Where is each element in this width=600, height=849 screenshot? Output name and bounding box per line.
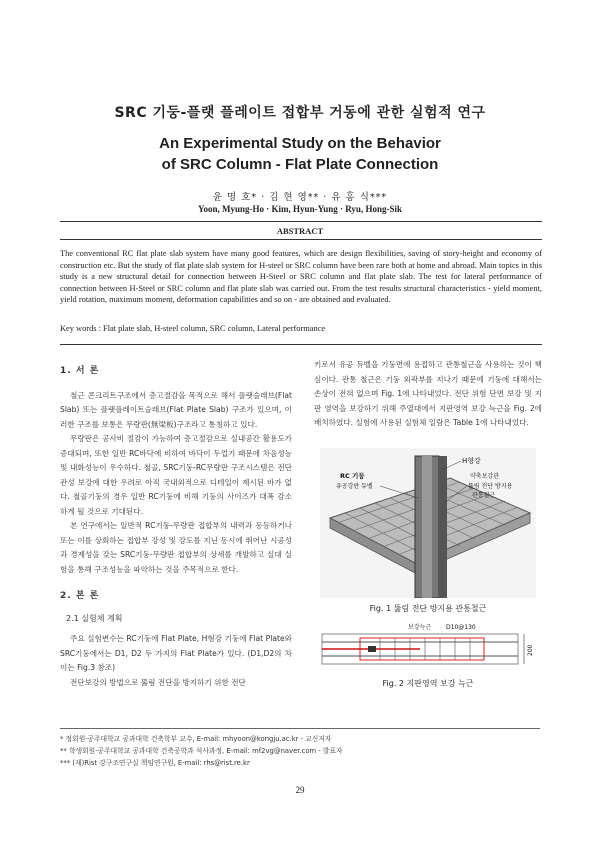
page-number: 29 [295,785,305,795]
intro-paragraph-1: 철근 콘크리트구조에서 층고절감을 목적으로 해서 플랫슬래브(Flat Slab) 또는 플랫플레이트슬래브(Flat Plate Slab) 구조가 있으며, 이러한 구조를 보통은 무량판(無梁板)구조라고 통칭하고 있다. [60,390,292,429]
figure-2-caption: Fig. 2 지판영역 보강 늑근 [382,679,474,688]
paper-title-korean: SRC 기둥-플랫 플레이트 접합부 거동에 관한 실험적 연구 [114,105,486,121]
intro-paragraph-2: 무량판은 공사비 절감이 가능하여 층고절감으로 실내공간 활용도가 증대되며, 또한 일반 RC바닥에 비하여 바닥이 두껍기 때문에 차음성능 및 내화성능이 우수하다. 철골, SRC기둥-RC무량판 구조시스템은 전단관성 보강에 대한 우려로 아직 국내외적으로 디테일이 제시된 바가 없다. 철골기둥의 경우 일반 RC기둥에 비해 기둥의 사이즈가 대폭 감소하게 될 것으로 기대된다. [60,434,292,516]
authors-korean: 윤 명 호* · 김 현 영** · 유 홍 식*** [212,192,388,203]
fig2-label-spacing: D10@130 [446,624,476,631]
fig1-label-punching: 뚫림 전단 방지용 [468,483,513,490]
abstract-text: The conventional RC flat plate slab system have many good features, which are design flexibilities, saving of story-height and economy of construction etc. But the study of flat plate slab system for H-steel or SRC column have been rare both at home and abroad. Main topics in this study is a new structural detail for connection between H-Steel or SRC column and flat plate slab. The test for lateral performance of connection between H-Steel or SRC column and flat plate slab was carried out. From the test results structural characteristics - yield moment, yield rotation, maximum moment, deformation capabilities and so on - are obtained and evaluated. [60,249,542,305]
fig2-label-dimension: 200 [527,644,534,656]
footnotes [60,733,540,769]
body-paragraph-5: 전단보강의 방법으로 뚫림 전단을 방지하기 위한 전단 [70,677,246,687]
figure-1-diagram [320,448,536,598]
fig1-label-through-rebar: 관통철근 [472,492,496,499]
keywords: Key words : Flat plate slab, H-steel column, SRC column, Lateral performance [60,324,326,333]
body-paragraph-4: 주요 실험변수는 RC기둥에 Flat Plate, H형강 기둥에 Flat Plate와 SRC기둥에서는 D1, D2 두 가지의 Flat Plate가 있다. (D1,D2의 차이는 Fig.3 참조) [60,634,292,672]
fig1-label-dowel: 유공강판 듀벨 [336,483,373,490]
section-1-heading: 1. 서 론 [60,366,100,376]
right-paragraph-1: 키로서 유공 듀벨을 기둥면에 용접하고 관통철근을 사용하는 것이 핵심이다. 관통 철근은 기둥 외곽부를 지나기 때문에 기둥에 대해서는 손상이 전혀 없으며 Fig. 1에 나타내었다. 전단 위험 단면 보강 및 지판 영역을 보강하기 위해 주열대에서 지판영역 보강 늑근을 Fig. 2에 배치하였다. 실험에 사용된 실험체 일람은 Table 1에 나타내었다. [314,360,542,427]
left-column [60,364,292,690]
figure-2-diagram [320,620,536,672]
fig1-label-rebar: 약축보강관 [470,473,499,480]
right-column [314,358,542,431]
footnote-rule [60,728,540,729]
section-2-heading: 2. 본 론 [60,591,100,601]
subsection-2-1-heading: 2.1 실험체 계획 [66,613,123,623]
figure-1-caption: Fig. 1 뚫림 전단 방지용 관통철근 [369,604,487,613]
paper-title-english-line1: An Experimental Study on the Behavior [159,135,441,152]
footnote-1: * 정회원·공주대학교 공과대학 건축학부 교수, E-mail: mhyoon@kongju.ac.kr - 교신저자 [60,735,332,743]
fig1-label-h-steel: H형강 [462,457,481,465]
abstract-heading-rule [60,239,542,240]
authors-english: Yoon, Myung-Ho · Kim, Hyun-Yung · Ryu, Hong-Sik [198,204,402,214]
fig2-label-stirrup: 보강늑근 [408,624,432,631]
fig1-label-rc-column: RC 기둥 [340,472,365,480]
abstract-top-rule [60,221,542,222]
intro-paragraph-3: 본 연구에서는 일반적 RC기둥-무량판 접합부의 내력과 동등하거나 또는 이를 상회하는 접합부 강성 및 강도를 지닌 동시에 뛰어난 시공성과 경제성을 갖는 SRC기둥-무량판 접합부의 상세를 개발하고 실대 실험을 통해 구조성능을 파악하는 것을 주목적으로 한다. [60,521,292,574]
paper-title-english-line2: of SRC Column - Flat Plate Connection [161,156,439,173]
footnote-2: ** 학생회원·공주대학교 공과대학 건축공학과 석사과정, E-mail: mf2vg@naver.com - 발표자 [60,747,343,755]
abstract-heading: ABSTRACT [276,226,324,236]
footnote-3: *** (재)Rist 강구조연구실 책임연구원, E-mail: rhs@rist.re.kr [60,759,250,767]
abstract-bottom-rule [60,344,542,345]
